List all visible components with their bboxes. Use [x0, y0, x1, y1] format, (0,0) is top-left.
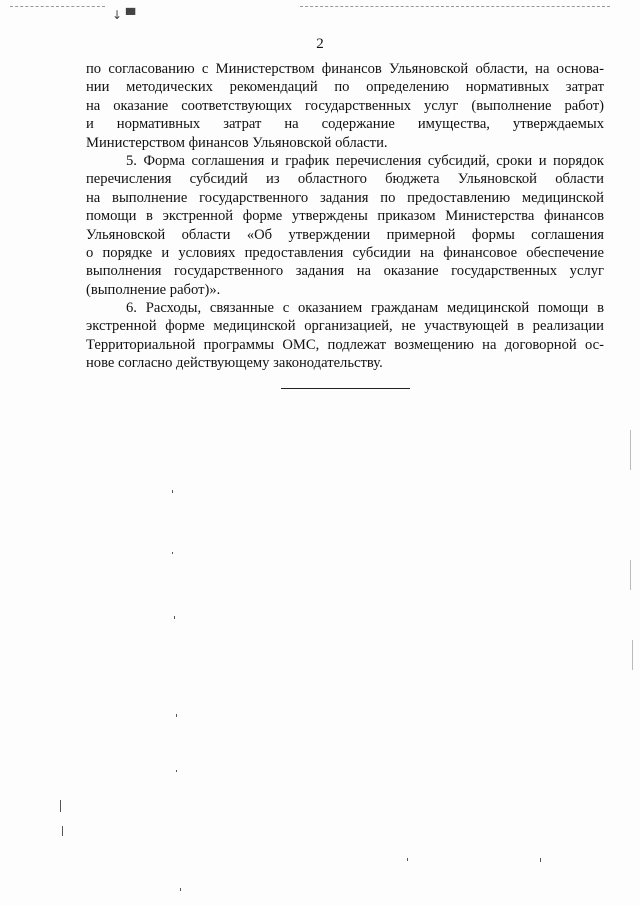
paragraph-line: на выполнение государственного задания по предоставлению медицинской	[86, 189, 604, 206]
paragraph-line: на оказание соответствующих государственных услуг (выполнение работ)	[86, 97, 604, 114]
paragraph-line: о порядке и условиях предоставления субсидии на финансовое обеспечение	[86, 244, 604, 261]
scan-speck	[540, 858, 541, 862]
paragraph-line: Территориальной программы ОМС, подлежат возмещению на договорной ос-	[86, 336, 604, 353]
page-number: 2	[316, 36, 324, 52]
paragraph-line: экстренной форме медицинской организацией, не участвующей в реализации	[86, 318, 604, 335]
end-of-text-rule	[281, 388, 410, 389]
scan-speck	[630, 430, 631, 470]
scan-speck	[172, 552, 173, 554]
scan-speck	[630, 560, 631, 590]
scan-speck	[62, 826, 63, 836]
scan-artifact-mark: ↓ ▀	[112, 8, 136, 22]
scan-edge-mark	[10, 6, 105, 7]
scan-speck	[60, 800, 61, 812]
paragraph-line: выполнения государственного задания на оказание государственных услуг	[86, 263, 604, 280]
paragraph-line: 5. Форма соглашения и график перечисления субсидий, сроки и порядок	[126, 152, 604, 169]
scan-speck	[180, 888, 181, 891]
scan-speck	[176, 770, 177, 772]
scan-speck	[174, 616, 175, 619]
paragraph-line: и нормативных затрат на содержание имущества, утверждаемых	[86, 116, 604, 133]
document-body	[86, 60, 604, 373]
paragraph-line: нии методических рекомендаций по определению нормативных затрат	[86, 79, 604, 96]
paragraph-line: (выполнение работ)».	[86, 281, 221, 298]
paragraph-line: Министерством финансов Ульяновской области.	[86, 134, 388, 151]
paragraph-line: помощи в экстренной форме утверждены приказом Министерства финансов	[86, 208, 604, 225]
scan-edge-mark	[300, 6, 610, 7]
paragraph-line: перечисления субсидий из областного бюджета Ульяновской области	[86, 171, 604, 188]
paragraph-line: по согласованию с Министерством финансов Ульяновской области, на основа-	[86, 61, 604, 77]
paragraph-line: 6. Расходы, связанные с оказанием гражданам медицинской помощи в	[126, 300, 604, 317]
paragraph-line: нове согласно действующему законодательству.	[86, 355, 383, 372]
scan-speck	[176, 714, 177, 717]
scan-speck	[632, 640, 633, 670]
scan-speck	[407, 858, 408, 861]
paragraph-line: Ульяновской области «Об утверждении примерной формы соглашения	[86, 226, 604, 243]
scan-speck	[172, 490, 173, 493]
